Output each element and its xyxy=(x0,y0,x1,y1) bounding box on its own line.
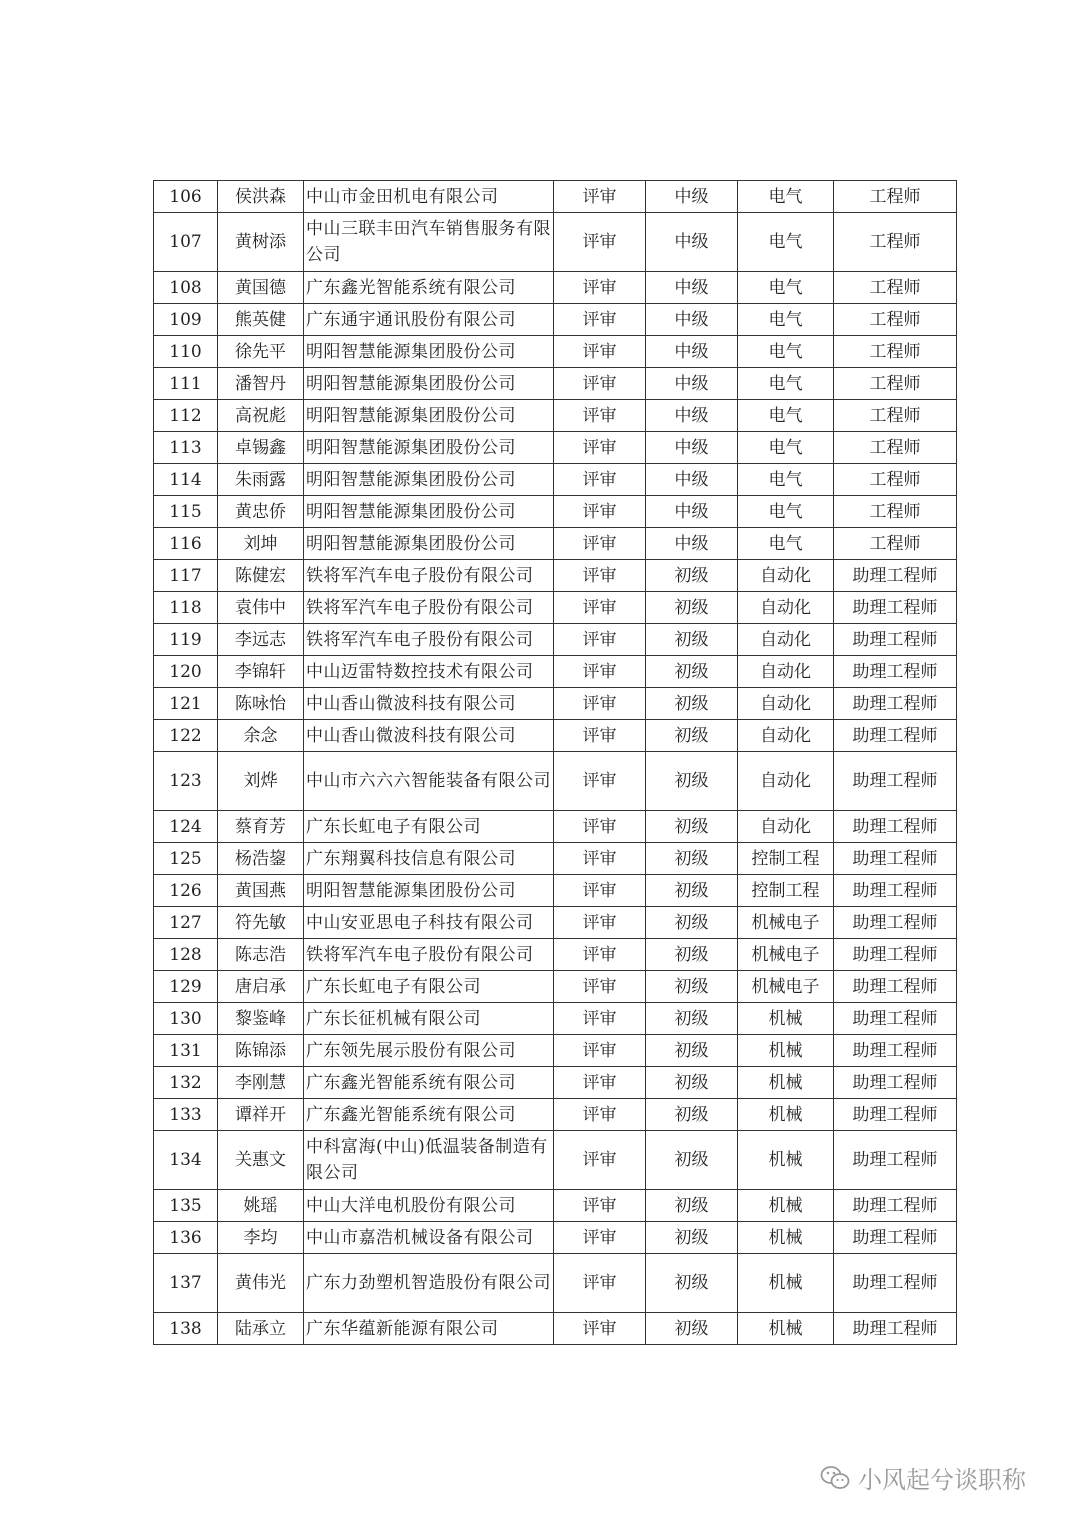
review-type-cell: 评审 xyxy=(554,688,646,720)
specialty-cell: 电气 xyxy=(738,304,834,336)
table-row xyxy=(154,1190,957,1222)
professional-title-cell: 助理工程师 xyxy=(834,1254,957,1313)
professional-title-cell: 助理工程师 xyxy=(834,1035,957,1067)
professional-title-cell: 工程师 xyxy=(834,528,957,560)
professional-title-cell: 工程师 xyxy=(834,464,957,496)
specialty-cell: 电气 xyxy=(738,368,834,400)
specialty-cell: 自动化 xyxy=(738,720,834,752)
specialty-cell: 电气 xyxy=(738,272,834,304)
specialty-cell: 自动化 xyxy=(738,811,834,843)
row-number-cell: 120 xyxy=(154,656,218,688)
specialty-cell: 机械 xyxy=(738,1035,834,1067)
table-row xyxy=(154,496,957,528)
review-type-cell: 评审 xyxy=(554,971,646,1003)
review-type-cell: 评审 xyxy=(554,1035,646,1067)
specialty-cell: 电气 xyxy=(738,528,834,560)
table-row xyxy=(154,656,957,688)
specialty-cell: 自动化 xyxy=(738,560,834,592)
specialty-cell: 自动化 xyxy=(738,624,834,656)
company-name-cell: 中山安亚思电子科技有限公司 xyxy=(304,907,554,939)
professional-title-cell: 助理工程师 xyxy=(834,971,957,1003)
title-level-cell: 初级 xyxy=(646,1035,738,1067)
table-row xyxy=(154,304,957,336)
professional-title-cell: 工程师 xyxy=(834,432,957,464)
person-name-cell: 潘智丹 xyxy=(218,368,304,400)
specialty-cell: 自动化 xyxy=(738,592,834,624)
review-type-cell: 评审 xyxy=(554,1254,646,1313)
professional-title-cell: 助理工程师 xyxy=(834,624,957,656)
row-number-cell: 116 xyxy=(154,528,218,560)
review-type-cell: 评审 xyxy=(554,811,646,843)
row-number-cell: 138 xyxy=(154,1313,218,1345)
specialty-cell: 机械 xyxy=(738,1254,834,1313)
table-row xyxy=(154,400,957,432)
review-type-cell: 评审 xyxy=(554,1313,646,1345)
professional-title-cell: 助理工程师 xyxy=(834,1099,957,1131)
title-level-cell: 中级 xyxy=(646,368,738,400)
company-name-cell: 明阳智慧能源集团股份公司 xyxy=(304,496,554,528)
company-name-cell: 铁将军汽车电子股份有限公司 xyxy=(304,624,554,656)
row-number-cell: 125 xyxy=(154,843,218,875)
professional-title-cell: 工程师 xyxy=(834,368,957,400)
title-level-cell: 中级 xyxy=(646,528,738,560)
company-name-cell: 铁将军汽车电子股份有限公司 xyxy=(304,939,554,971)
row-number-cell: 114 xyxy=(154,464,218,496)
roster-table xyxy=(153,180,957,1345)
specialty-cell: 机械 xyxy=(738,1131,834,1190)
person-name-cell: 蔡育芳 xyxy=(218,811,304,843)
specialty-cell: 电气 xyxy=(738,400,834,432)
professional-title-cell: 助理工程师 xyxy=(834,843,957,875)
table-row xyxy=(154,1222,957,1254)
title-level-cell: 初级 xyxy=(646,560,738,592)
title-level-cell: 初级 xyxy=(646,939,738,971)
title-level-cell: 初级 xyxy=(646,1099,738,1131)
specialty-cell: 机械 xyxy=(738,1067,834,1099)
company-name-cell: 中山市六六六智能装备有限公司 xyxy=(304,752,554,811)
wechat-icon xyxy=(820,1465,850,1491)
company-name-cell: 明阳智慧能源集团股份公司 xyxy=(304,528,554,560)
specialty-cell: 电气 xyxy=(738,464,834,496)
professional-title-cell: 助理工程师 xyxy=(834,939,957,971)
title-level-cell: 初级 xyxy=(646,811,738,843)
title-level-cell: 初级 xyxy=(646,752,738,811)
person-name-cell: 余念 xyxy=(218,720,304,752)
company-name-cell: 铁将军汽车电子股份有限公司 xyxy=(304,560,554,592)
specialty-cell: 控制工程 xyxy=(738,843,834,875)
company-name-cell: 明阳智慧能源集团股份公司 xyxy=(304,400,554,432)
table-row xyxy=(154,528,957,560)
person-name-cell: 黄国德 xyxy=(218,272,304,304)
professional-title-cell: 助理工程师 xyxy=(834,1131,957,1190)
person-name-cell: 朱雨露 xyxy=(218,464,304,496)
table-row xyxy=(154,875,957,907)
person-name-cell: 陈锦添 xyxy=(218,1035,304,1067)
review-type-cell: 评审 xyxy=(554,560,646,592)
roster-body xyxy=(154,181,957,1345)
company-name-cell: 中山香山微波科技有限公司 xyxy=(304,688,554,720)
company-name-cell: 广东长虹电子有限公司 xyxy=(304,971,554,1003)
title-level-cell: 中级 xyxy=(646,336,738,368)
title-level-cell: 初级 xyxy=(646,875,738,907)
person-name-cell: 谭祥开 xyxy=(218,1099,304,1131)
review-type-cell: 评审 xyxy=(554,1099,646,1131)
person-name-cell: 陆承立 xyxy=(218,1313,304,1345)
title-level-cell: 中级 xyxy=(646,464,738,496)
review-type-cell: 评审 xyxy=(554,432,646,464)
company-name-cell: 明阳智慧能源集团股份公司 xyxy=(304,336,554,368)
professional-title-cell: 工程师 xyxy=(834,400,957,432)
specialty-cell: 自动化 xyxy=(738,752,834,811)
title-level-cell: 中级 xyxy=(646,400,738,432)
specialty-cell: 机械 xyxy=(738,1190,834,1222)
professional-title-cell: 工程师 xyxy=(834,496,957,528)
professional-title-cell: 助理工程师 xyxy=(834,875,957,907)
person-name-cell: 李远志 xyxy=(218,624,304,656)
row-number-cell: 124 xyxy=(154,811,218,843)
person-name-cell: 黄伟光 xyxy=(218,1254,304,1313)
company-name-cell: 广东领先展示股份有限公司 xyxy=(304,1035,554,1067)
company-name-cell: 广东长虹电子有限公司 xyxy=(304,811,554,843)
company-name-cell: 广东鑫光智能系统有限公司 xyxy=(304,1067,554,1099)
table-row xyxy=(154,336,957,368)
title-level-cell: 中级 xyxy=(646,496,738,528)
specialty-cell: 机械 xyxy=(738,1222,834,1254)
title-level-cell: 初级 xyxy=(646,720,738,752)
professional-title-cell: 助理工程师 xyxy=(834,560,957,592)
person-name-cell: 黄国燕 xyxy=(218,875,304,907)
specialty-cell: 电气 xyxy=(738,496,834,528)
title-level-cell: 初级 xyxy=(646,1313,738,1345)
specialty-cell: 电气 xyxy=(738,336,834,368)
title-level-cell: 初级 xyxy=(646,971,738,1003)
person-name-cell: 杨浩鋆 xyxy=(218,843,304,875)
row-number-cell: 137 xyxy=(154,1254,218,1313)
table-row xyxy=(154,1003,957,1035)
row-number-cell: 130 xyxy=(154,1003,218,1035)
company-name-cell: 中山香山微波科技有限公司 xyxy=(304,720,554,752)
title-level-cell: 中级 xyxy=(646,304,738,336)
company-name-cell: 明阳智慧能源集团股份公司 xyxy=(304,368,554,400)
company-name-cell: 广东长征机械有限公司 xyxy=(304,1003,554,1035)
title-level-cell: 初级 xyxy=(646,1131,738,1190)
professional-title-cell: 助理工程师 xyxy=(834,1313,957,1345)
professional-title-cell: 助理工程师 xyxy=(834,1067,957,1099)
review-type-cell: 评审 xyxy=(554,464,646,496)
person-name-cell: 符先敏 xyxy=(218,907,304,939)
professional-title-cell: 助理工程师 xyxy=(834,907,957,939)
row-number-cell: 127 xyxy=(154,907,218,939)
row-number-cell: 133 xyxy=(154,1099,218,1131)
table-row xyxy=(154,1131,957,1190)
person-name-cell: 刘烨 xyxy=(218,752,304,811)
company-name-cell: 广东通宇通讯股份有限公司 xyxy=(304,304,554,336)
title-level-cell: 中级 xyxy=(646,272,738,304)
row-number-cell: 131 xyxy=(154,1035,218,1067)
person-name-cell: 李锦轩 xyxy=(218,656,304,688)
title-level-cell: 初级 xyxy=(646,1003,738,1035)
company-name-cell: 中山三联丰田汽车销售服务有限公司 xyxy=(304,213,554,272)
table-row xyxy=(154,688,957,720)
person-name-cell: 李均 xyxy=(218,1222,304,1254)
person-name-cell: 袁伟中 xyxy=(218,592,304,624)
row-number-cell: 119 xyxy=(154,624,218,656)
row-number-cell: 136 xyxy=(154,1222,218,1254)
table-row xyxy=(154,560,957,592)
person-name-cell: 陈咏怡 xyxy=(218,688,304,720)
row-number-cell: 106 xyxy=(154,181,218,213)
review-type-cell: 评审 xyxy=(554,624,646,656)
table-row xyxy=(154,1254,957,1313)
watermark-text: 小风起兮谈职称 xyxy=(858,1466,1026,1494)
row-number-cell: 110 xyxy=(154,336,218,368)
company-name-cell: 广东华蕴新能源有限公司 xyxy=(304,1313,554,1345)
professional-title-cell: 工程师 xyxy=(834,213,957,272)
person-name-cell: 陈志浩 xyxy=(218,939,304,971)
row-number-cell: 128 xyxy=(154,939,218,971)
review-type-cell: 评审 xyxy=(554,213,646,272)
table-row xyxy=(154,843,957,875)
specialty-cell: 机械电子 xyxy=(738,971,834,1003)
table-row xyxy=(154,720,957,752)
title-level-cell: 初级 xyxy=(646,1222,738,1254)
title-level-cell: 中级 xyxy=(646,181,738,213)
person-name-cell: 关惠文 xyxy=(218,1131,304,1190)
title-level-cell: 中级 xyxy=(646,213,738,272)
company-name-cell: 中山大洋电机股份有限公司 xyxy=(304,1190,554,1222)
row-number-cell: 121 xyxy=(154,688,218,720)
professional-title-cell: 助理工程师 xyxy=(834,1003,957,1035)
review-type-cell: 评审 xyxy=(554,496,646,528)
table-row xyxy=(154,1035,957,1067)
person-name-cell: 侯洪森 xyxy=(218,181,304,213)
specialty-cell: 机械电子 xyxy=(738,939,834,971)
professional-title-cell: 助理工程师 xyxy=(834,1190,957,1222)
row-number-cell: 108 xyxy=(154,272,218,304)
company-name-cell: 中科富海(中山)低温装备制造有限公司 xyxy=(304,1131,554,1190)
row-number-cell: 134 xyxy=(154,1131,218,1190)
table-row xyxy=(154,181,957,213)
specialty-cell: 电气 xyxy=(738,181,834,213)
company-name-cell: 广东力劲塑机智造股份有限公司 xyxy=(304,1254,554,1313)
person-name-cell: 卓锡鑫 xyxy=(218,432,304,464)
row-number-cell: 132 xyxy=(154,1067,218,1099)
review-type-cell: 评审 xyxy=(554,720,646,752)
table-row xyxy=(154,368,957,400)
row-number-cell: 122 xyxy=(154,720,218,752)
table-row xyxy=(154,592,957,624)
specialty-cell: 机械 xyxy=(738,1099,834,1131)
title-level-cell: 初级 xyxy=(646,907,738,939)
professional-title-cell: 助理工程师 xyxy=(834,656,957,688)
title-level-cell: 初级 xyxy=(646,592,738,624)
row-number-cell: 111 xyxy=(154,368,218,400)
review-type-cell: 评审 xyxy=(554,752,646,811)
professional-title-cell: 助理工程师 xyxy=(834,592,957,624)
title-level-cell: 初级 xyxy=(646,688,738,720)
company-name-cell: 明阳智慧能源集团股份公司 xyxy=(304,432,554,464)
title-level-cell: 初级 xyxy=(646,843,738,875)
row-number-cell: 115 xyxy=(154,496,218,528)
table-row xyxy=(154,272,957,304)
review-type-cell: 评审 xyxy=(554,1131,646,1190)
row-number-cell: 129 xyxy=(154,971,218,1003)
review-type-cell: 评审 xyxy=(554,907,646,939)
review-type-cell: 评审 xyxy=(554,1067,646,1099)
professional-title-cell: 助理工程师 xyxy=(834,1222,957,1254)
professional-title-cell: 工程师 xyxy=(834,181,957,213)
title-level-cell: 中级 xyxy=(646,432,738,464)
person-name-cell: 李刚慧 xyxy=(218,1067,304,1099)
review-type-cell: 评审 xyxy=(554,1222,646,1254)
table-row xyxy=(154,1067,957,1099)
table-row xyxy=(154,907,957,939)
specialty-cell: 自动化 xyxy=(738,688,834,720)
table-row xyxy=(154,1099,957,1131)
table-row xyxy=(154,811,957,843)
table-row xyxy=(154,1313,957,1345)
table-row xyxy=(154,752,957,811)
professional-title-cell: 工程师 xyxy=(834,336,957,368)
specialty-cell: 电气 xyxy=(738,213,834,272)
person-name-cell: 陈健宏 xyxy=(218,560,304,592)
person-name-cell: 黄忠侨 xyxy=(218,496,304,528)
professional-title-cell: 工程师 xyxy=(834,272,957,304)
review-type-cell: 评审 xyxy=(554,272,646,304)
watermark xyxy=(820,1460,1026,1495)
row-number-cell: 118 xyxy=(154,592,218,624)
review-type-cell: 评审 xyxy=(554,304,646,336)
review-type-cell: 评审 xyxy=(554,400,646,432)
company-name-cell: 广东鑫光智能系统有限公司 xyxy=(304,1099,554,1131)
table-row xyxy=(154,971,957,1003)
review-type-cell: 评审 xyxy=(554,1003,646,1035)
person-name-cell: 高祝彪 xyxy=(218,400,304,432)
row-number-cell: 112 xyxy=(154,400,218,432)
person-name-cell: 黎鉴峰 xyxy=(218,1003,304,1035)
professional-title-cell: 助理工程师 xyxy=(834,720,957,752)
company-name-cell: 铁将军汽车电子股份有限公司 xyxy=(304,592,554,624)
company-name-cell: 明阳智慧能源集团股份公司 xyxy=(304,464,554,496)
review-type-cell: 评审 xyxy=(554,528,646,560)
review-type-cell: 评审 xyxy=(554,656,646,688)
company-name-cell: 中山市金田机电有限公司 xyxy=(304,181,554,213)
specialty-cell: 机械 xyxy=(738,1313,834,1345)
review-type-cell: 评审 xyxy=(554,843,646,875)
company-name-cell: 广东鑫光智能系统有限公司 xyxy=(304,272,554,304)
title-level-cell: 初级 xyxy=(646,1254,738,1313)
person-name-cell: 姚瑶 xyxy=(218,1190,304,1222)
row-number-cell: 107 xyxy=(154,213,218,272)
company-name-cell: 明阳智慧能源集团股份公司 xyxy=(304,875,554,907)
review-type-cell: 评审 xyxy=(554,368,646,400)
professional-title-cell: 工程师 xyxy=(834,304,957,336)
specialty-cell: 电气 xyxy=(738,432,834,464)
specialty-cell: 控制工程 xyxy=(738,875,834,907)
title-level-cell: 初级 xyxy=(646,656,738,688)
table-row xyxy=(154,432,957,464)
person-name-cell: 徐先平 xyxy=(218,336,304,368)
review-type-cell: 评审 xyxy=(554,939,646,971)
row-number-cell: 123 xyxy=(154,752,218,811)
row-number-cell: 113 xyxy=(154,432,218,464)
row-number-cell: 109 xyxy=(154,304,218,336)
company-name-cell: 中山迈雷特数控技术有限公司 xyxy=(304,656,554,688)
professional-title-cell: 助理工程师 xyxy=(834,811,957,843)
specialty-cell: 自动化 xyxy=(738,656,834,688)
row-number-cell: 135 xyxy=(154,1190,218,1222)
title-level-cell: 初级 xyxy=(646,1190,738,1222)
review-type-cell: 评审 xyxy=(554,1190,646,1222)
title-level-cell: 初级 xyxy=(646,624,738,656)
person-name-cell: 唐启承 xyxy=(218,971,304,1003)
table-row xyxy=(154,213,957,272)
table-row xyxy=(154,464,957,496)
review-type-cell: 评审 xyxy=(554,875,646,907)
review-type-cell: 评审 xyxy=(554,181,646,213)
person-name-cell: 刘坤 xyxy=(218,528,304,560)
person-name-cell: 黄树添 xyxy=(218,213,304,272)
title-level-cell: 初级 xyxy=(646,1067,738,1099)
company-name-cell: 广东翔翼科技信息有限公司 xyxy=(304,843,554,875)
table-row xyxy=(154,939,957,971)
professional-title-cell: 助理工程师 xyxy=(834,752,957,811)
professional-title-cell: 助理工程师 xyxy=(834,688,957,720)
specialty-cell: 机械电子 xyxy=(738,907,834,939)
specialty-cell: 机械 xyxy=(738,1003,834,1035)
person-name-cell: 熊英健 xyxy=(218,304,304,336)
review-type-cell: 评审 xyxy=(554,592,646,624)
table-row xyxy=(154,624,957,656)
row-number-cell: 117 xyxy=(154,560,218,592)
row-number-cell: 126 xyxy=(154,875,218,907)
review-type-cell: 评审 xyxy=(554,336,646,368)
company-name-cell: 中山市嘉浩机械设备有限公司 xyxy=(304,1222,554,1254)
